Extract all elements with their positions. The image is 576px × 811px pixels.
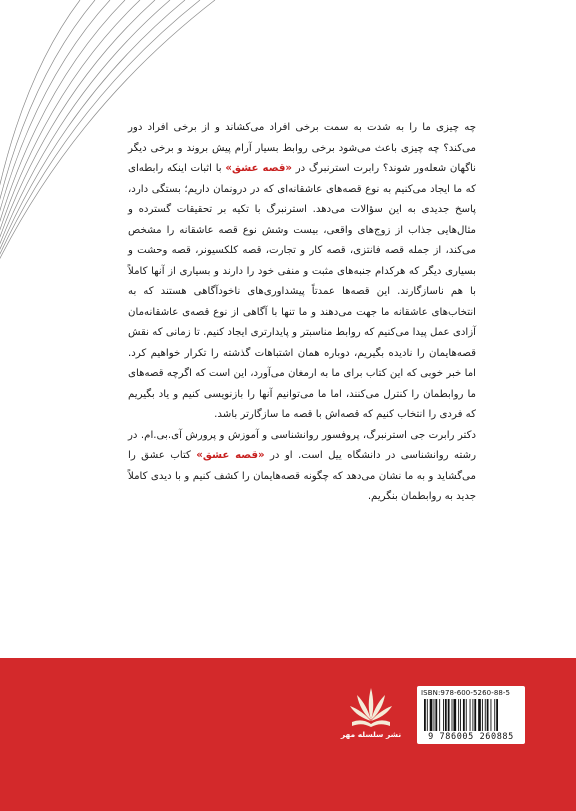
barcode-bar xyxy=(485,699,486,731)
barcode-bar xyxy=(470,699,471,731)
text-run: کتاب عشق را می‌گشاید و به ما نشان می‌دهد که چگونه قصه‌هایمان را کشف کنیم و با دیدی کاملاً جدید به روابطمان بنگریم. xyxy=(128,450,476,502)
barcode-bar xyxy=(466,699,467,731)
barcode-bar xyxy=(448,699,450,731)
barcode-bar xyxy=(445,699,447,731)
text-run: چه چیزی ما را به شدت به سمت برخی افراد می‌کشاند و از برخی افراد دور می‌کند؟ چه چیزی باعث می‌شود برخی روابط بسیار آرام پیش بروند و برخی دیگر ناگهان شعله‌ور شوند؟ رابرت استرنبرگ در xyxy=(128,122,476,174)
barcode-bar xyxy=(491,699,492,731)
barcode-bar xyxy=(453,699,456,731)
barcode-bar xyxy=(474,699,476,731)
isbn-label: ISBN:978-600-5260-88-5 xyxy=(421,689,511,697)
book-title-inline: «قصه عشق» xyxy=(196,450,265,461)
barcode-bar xyxy=(463,699,465,731)
barcode-bar xyxy=(452,699,453,731)
barcode-panel xyxy=(417,686,525,744)
curve-line xyxy=(0,0,95,300)
curve-line xyxy=(0,0,110,300)
text-run: دکتر رابرت جی استرنبرگ، پروفسور روانشناسی و آموزش و پرورش آی.بی.ام. در رشته روانشناسی در دانشگاه ییل است. او در xyxy=(128,429,477,461)
barcode-bar xyxy=(496,699,498,731)
barcode-bar xyxy=(472,699,473,731)
curve-line xyxy=(0,0,80,300)
curve-line xyxy=(0,0,140,300)
book-title-inline: «قصه عشق» xyxy=(225,163,292,174)
paragraph-author xyxy=(128,426,476,508)
barcode-bar xyxy=(458,699,459,731)
back-cover-text xyxy=(128,118,476,508)
publisher-name: نشر سلسله مهر xyxy=(340,730,402,739)
paragraph-synopsis xyxy=(128,118,476,426)
book-leaf-icon xyxy=(346,686,396,728)
barcode-bar xyxy=(478,699,481,731)
text-run: با اثبات اینکه رابطه‌ای که ما ایجاد می‌کنیم به نوع قصه‌های عاشقانه‌ای که در درونمان داریم؛ بستگی دارد، پاسخ جدیدی به این سؤالات می‌دهد. استرنبرگ با تکیه بر تحقیقات گسترده و مثال‌هایی جذاب از زوج‌های واقعی، بیست وشش نوع قصه عاشقانه را مشخص می‌کند، از جمله قصه فانتزی، قصه کار و تجارت، قصه کلکسیونر، قصه وحشت و بسیاری دیگر که هرکدام جنبه‌های مثبت و منفی خود را دارند و بسیاری از آنها کاملاً با هم ناسازگارند. این قصه‌ها عمدتاً پیشداوری‌های ناخودآگاهی هستند که به انتخاب‌های عاشقانه ما جهت می‌دهند و ما تنها با آگاهی از نوع قصه‌ی عاشقانه‌مان آزادی عمل پیدا می‌کنیم که روابط مناسبتر و پایدارتری ایجاد کنیم. تا زمانی که نقش قصه‌هایمان را نادیده بگیریم، دوباره همان اشتباهات گذشته را تکرار خواهیم کرد. اما خبر خوبی که این کتاب برای ما به ارمغان می‌آورد، این است که اگرچه قصه‌های ما روابطمان را کنترل می‌کنند، اما ما می‌توانیم آنها را بازنویسی کنیم و یاد بگیریم که فردی را انتخاب کنیم که قصه‌اش با قصه ما سازگارتر باشد. xyxy=(128,163,476,420)
barcode-bar xyxy=(439,699,440,731)
barcode-bar xyxy=(424,699,426,731)
barcode-bar xyxy=(434,699,435,731)
barcode-bar xyxy=(460,699,461,731)
barcode-icon xyxy=(423,699,519,731)
barcode-bar xyxy=(430,699,433,731)
publisher-logo xyxy=(336,686,406,744)
barcode-bar xyxy=(494,699,495,731)
barcode-bar xyxy=(427,699,428,731)
barcode-bar xyxy=(443,699,444,731)
barcode-bar xyxy=(487,699,489,731)
barcode-bar xyxy=(482,699,483,731)
barcode-bar xyxy=(435,699,437,731)
barcode-number: 9 786005 260885 xyxy=(428,732,514,742)
